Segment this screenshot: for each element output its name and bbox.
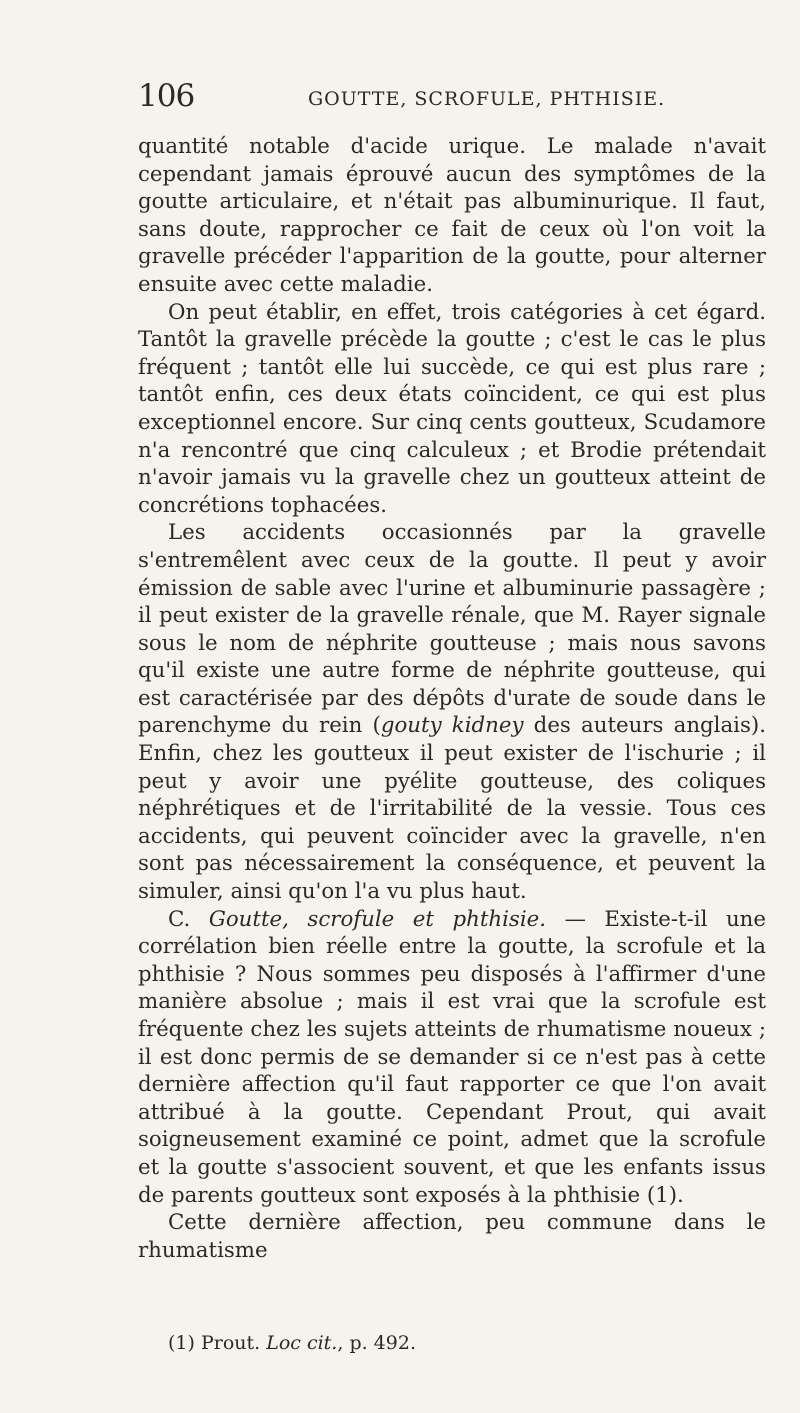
footnote-rest: , p. 492. [337,1332,416,1354]
paragraph-2: On peut établir, en effet, trois catégories à cet égard. Tantôt la gravelle précède la goutte ; c'est le cas le plus fréquent ; tantôt elle lui succède, ce qui est plus rare ; tantôt enfin, ces deux états coïncident, ce qui est plus exceptionnel encore. Sur cinq cents goutteux, Scudamore n'a rencontré que cinq calculeux ; et Brodie prétendait n'avoir jamais vu la gravelle chez un goutteux atteint de concrétions tophacées. [138,299,766,518]
paragraph-4-text: — Existe-t-il une corrélation bien réelle entre la goutte, la scrofule et la phthisie ? Nous sommes peu disposés à l'affirmer d'une manière absolue ; mais il est vrai que la scrofule est fréquente chez les sujets atteints de rhumatisme noueux ; il est donc permis de se demander si ce n'est pas à cette dernière affection qu'il faut rapporter ce que l'on avait attribué à la goutte. Cependant Prout, qui avait soigneusement examiné ce point, admet que la scrofule et la goutte s'associent souvent, et que les enfants issus de parents goutteux sont exposés à la phthisie (1). [138,906,766,1208]
footnote [168,1332,416,1354]
body-text [138,133,766,1264]
page-number: 106 [138,78,195,114]
paragraph-3 [138,519,766,905]
section-label: C. [168,906,191,932]
footnote-marker: (1) Prout. [168,1332,261,1354]
running-title: GOUTTE, SCROFULE, PHTHISIE. [308,88,666,110]
paragraph-3-text-b: des auteurs anglais). Enfin, chez les goutteux il peut exister de l'ischurie ; il peut y avoir une pyélite goutteuse, des coliques néphrétiques et de l'irritabilité de la vessie. Tous ces accidents, qui peuvent coïncider avec la gravelle, n'en sont pas nécessairement la conséquence, et peuvent la simuler, ainsi qu'on l'a vu plus haut. [138,713,767,905]
paragraph-1: quantité notable d'acide urique. Le malade n'avait cependant jamais éprouvé aucun des symptômes de la goutte articulaire, et n'était pas albuminurique. Il faut, sans doute, rapprocher ce fait de ceux où l'on voit la gravelle précéder l'apparition de la goutte, pour alterner ensuite avec cette maladie. [138,134,766,297]
paragraph-4 [138,906,766,1210]
paragraph-3-text-a: Les accidents occasionnés par la gravelle s'entremêlent avec ceux de la goutte. Il peut y avoir émission de sable avec l'urine et albuminurie passagère ; il peut exister de la gravelle rénale, que M. Rayer signale sous le nom de néphrite goutteuse ; mais nous savons qu'il existe une autre forme de néphrite goutteuse, qui est caractérisée par des dépôts d'urate de soude dans le parenchyme du rein ( [138,520,766,739]
paragraph-3-italic: gouty kidney [380,713,524,739]
paragraph-5: Cette dernière affection, peu commune dans le rhumatisme [138,1210,766,1263]
section-heading: Goutte, scrofule et phthisie. [208,906,547,932]
footnote-italic: Loc cit. [266,1332,338,1354]
page-header [138,78,768,118]
